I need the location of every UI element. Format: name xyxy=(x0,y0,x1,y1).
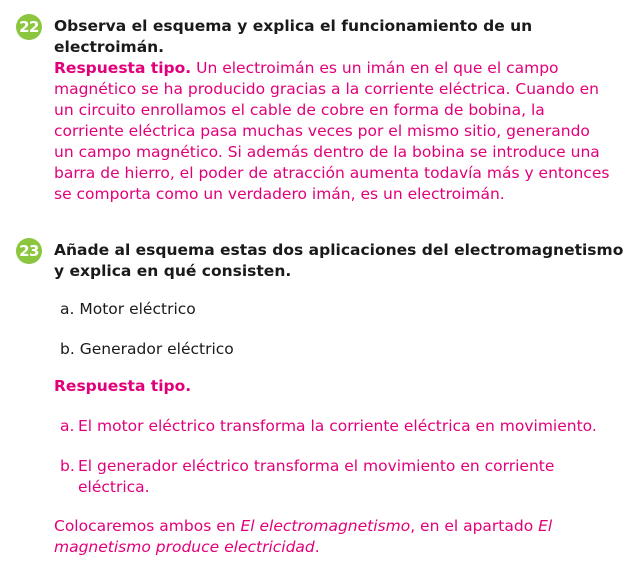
answer-22-text: Un electroimán es un imán en el que el campo magnético se ha producido gracias a la corriente eléctrica. Cuando en un circuito enrollamos el cable de cobre en forma de bobina, la corriente eléctrica pasa muchas veces por el mismo sitio, generando un campo magnético. Si además dentro de la bobina se introduce una barra de hierro, el poder de atracción aumenta todavía más y entonces se comporta como un verdadero imán, es un electroimán. xyxy=(54,59,610,203)
answer-23-a-letter: a. xyxy=(60,417,75,435)
item-a-letter: a. xyxy=(60,300,75,318)
answer-22-paragraph xyxy=(54,58,614,205)
item-a-text: Motor eléctrico xyxy=(79,300,196,318)
item-b-letter: b. xyxy=(60,340,75,358)
closing-italic-2: El magnetismo produce electricidad xyxy=(54,517,553,556)
closing-italic-1: El electromagnetismo xyxy=(240,517,411,535)
answer-23-b-text: El generador eléctrico transforma el movimiento en corriente eléctrica. xyxy=(78,457,555,496)
answer-22-label: Respuesta tipo. xyxy=(54,59,192,77)
closing-note xyxy=(54,516,614,558)
item-a xyxy=(60,299,196,320)
answer-23-label: Respuesta tipo. xyxy=(54,377,192,395)
question-number-badge-22: 22 xyxy=(16,14,42,40)
answer-23-b-letter: b. xyxy=(60,457,75,475)
closing-mid: , en el apartado xyxy=(410,517,539,535)
question-22-text: Observa el esquema y explica el funcionamiento de un electroimán. xyxy=(54,17,533,56)
question-number-badge-23: 23 xyxy=(16,238,42,264)
closing-pre: Colocaremos ambos en xyxy=(54,517,241,535)
answer-23-b xyxy=(60,456,620,498)
question-23-text: Añade al esquema estas dos aplicaciones del electromagnetismo y explica en qué consisten. xyxy=(54,241,624,280)
item-b xyxy=(60,339,234,360)
answer-23-a xyxy=(60,416,620,437)
item-b-text: Generador eléctrico xyxy=(79,340,234,358)
closing-end: . xyxy=(314,538,320,556)
answer-23-a-text: El motor eléctrico transforma la corriente eléctrica en movimiento. xyxy=(78,417,597,435)
